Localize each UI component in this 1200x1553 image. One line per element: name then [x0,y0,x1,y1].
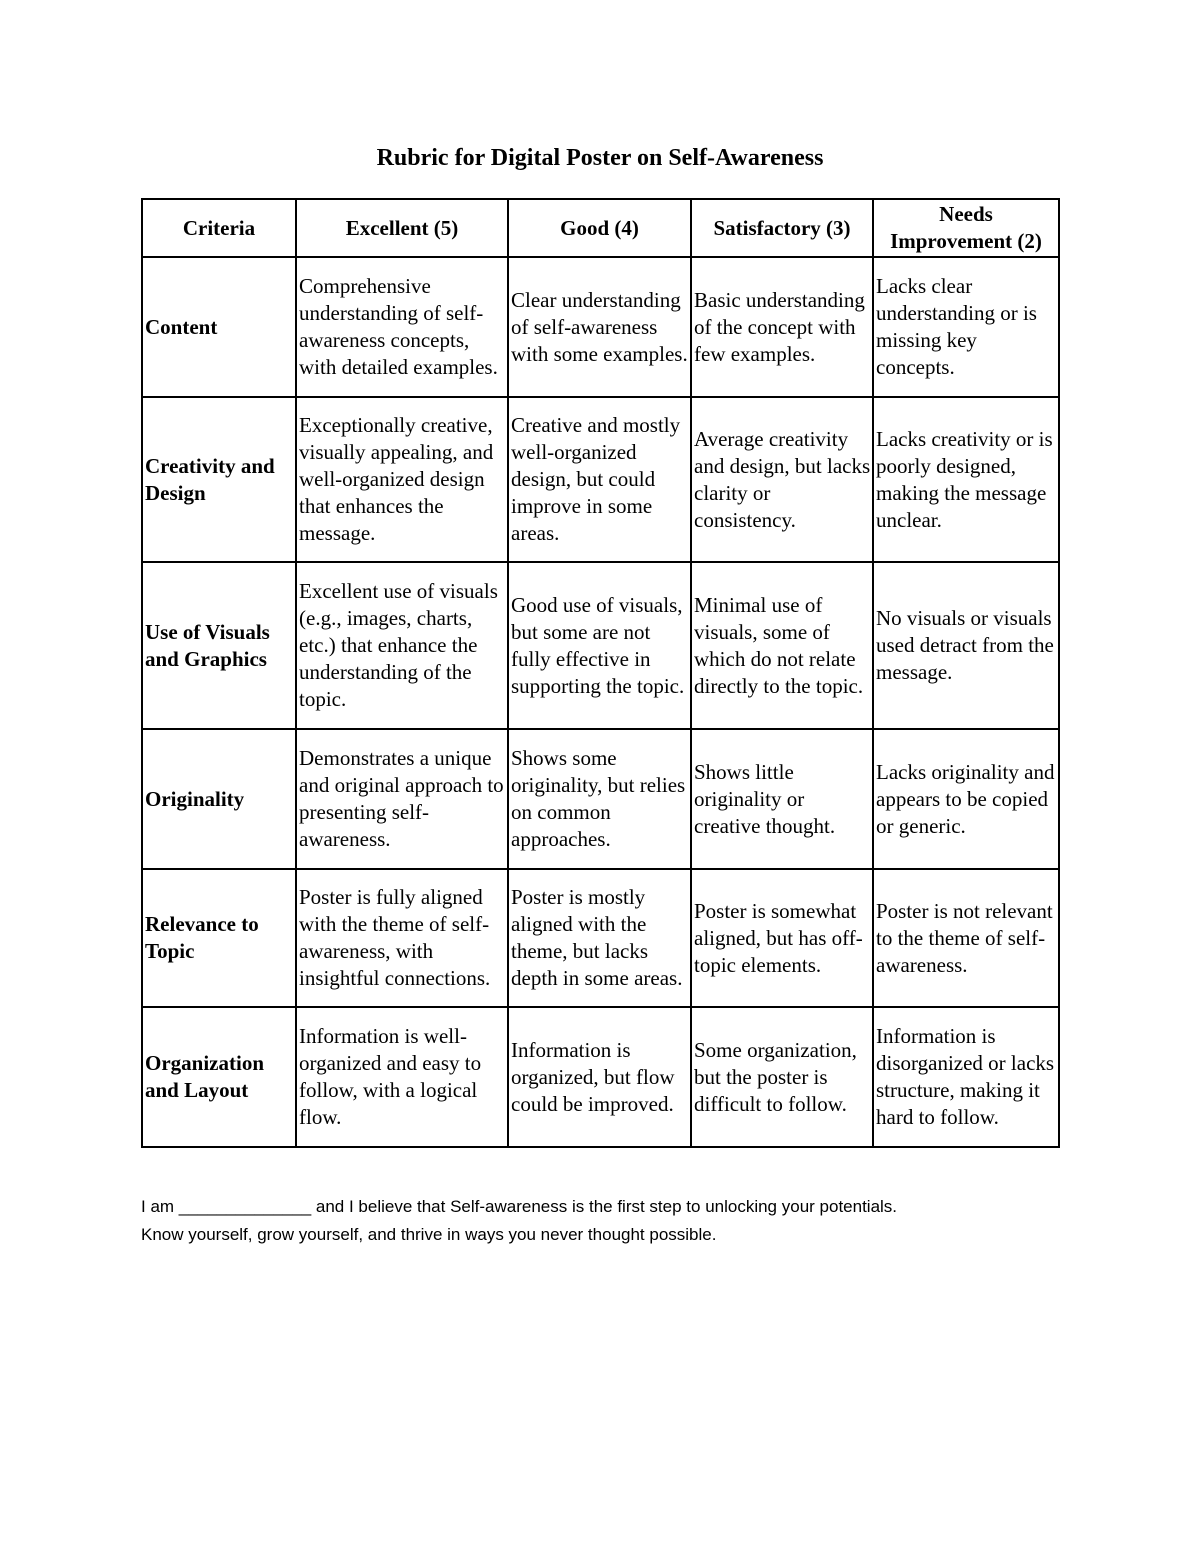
rubric-cell: Information is organized, but flow could be improved. [508,1007,691,1147]
rubric-cell: Average creativity and design, but lacks clarity or consistency. [691,397,873,562]
rubric-cell: Poster is somewhat aligned, but has off-topic elements. [691,869,873,1007]
table-row [142,397,1059,562]
criterion-cell: Relevance to Topic [142,869,296,1007]
rubric-cell: Lacks creativity or is poorly designed, making the message unclear. [873,397,1059,562]
rubric-cell: Information is well-organized and easy to follow, with a logical flow. [296,1007,508,1147]
header-row [142,199,1059,257]
rubric-cell: Lacks originality and appears to be copied or generic. [873,729,1059,869]
header-excellent: Excellent (5) [296,199,508,257]
rubric-cell: Some organization, but the poster is difficult to follow. [691,1007,873,1147]
header-needs-improvement: Needs Improvement (2) [873,199,1059,257]
table-row [142,729,1059,869]
table-row [142,869,1059,1007]
rubric-cell: Demonstrates a unique and original approach to presenting self-awareness. [296,729,508,869]
rubric-cell: Poster is mostly aligned with the theme, but lacks depth in some areas. [508,869,691,1007]
header-satisfactory: Satisfactory (3) [691,199,873,257]
rubric-cell: Exceptionally creative, visually appealing, and well-organized design that enhances the message. [296,397,508,562]
header-criteria: Criteria [142,199,296,257]
rubric-cell: Shows little originality or creative thought. [691,729,873,869]
rubric-cell: Creative and mostly well-organized design, but could improve in some areas. [508,397,691,562]
criterion-cell: Content [142,257,296,397]
table-row [142,562,1059,729]
criterion-cell: Creativity and Design [142,397,296,562]
rubric-cell: No visuals or visuals used detract from the message. [873,562,1059,729]
rubric-cell: Comprehensive understanding of self-awareness concepts, with detailed examples. [296,257,508,397]
table-row [142,257,1059,397]
page-title: Rubric for Digital Poster on Self-Awareness [376,145,824,171]
criterion-cell: Organization and Layout [142,1007,296,1147]
rubric-cell: Information is disorganized or lacks structure, making it hard to follow. [873,1007,1059,1147]
criterion-cell: Use of Visuals and Graphics [142,562,296,729]
rubric-cell: Basic understanding of the concept with few examples. [691,257,873,397]
rubric-cell: Poster is not relevant to the theme of self-awareness. [873,869,1059,1007]
rubric-table [141,198,1060,1148]
rubric-cell: Minimal use of visuals, some of which do not relate directly to the topic. [691,562,873,729]
rubric-cell: Good use of visuals, but some are not fully effective in supporting the topic. [508,562,691,729]
footer-line-1: I am ______________ and I believe that Self-awareness is the first step to unlocking your potentials. [141,1197,898,1216]
rubric-cell: Shows some originality, but relies on common approaches. [508,729,691,869]
criterion-cell: Originality [142,729,296,869]
rubric-cell: Lacks clear understanding or is missing key concepts. [873,257,1059,397]
table-row [142,1007,1059,1147]
header-good: Good (4) [508,199,691,257]
rubric-cell: Excellent use of visuals (e.g., images, charts, etc.) that enhance the understanding of the topic. [296,562,508,729]
footer-statement [141,1193,1101,1249]
rubric-cell: Clear understanding of self-awareness with some examples. [508,257,691,397]
rubric-cell: Poster is fully aligned with the theme of self-awareness, with insightful connections. [296,869,508,1007]
footer-line-2: Know yourself, grow yourself, and thrive in ways you never thought possible. [141,1225,717,1244]
